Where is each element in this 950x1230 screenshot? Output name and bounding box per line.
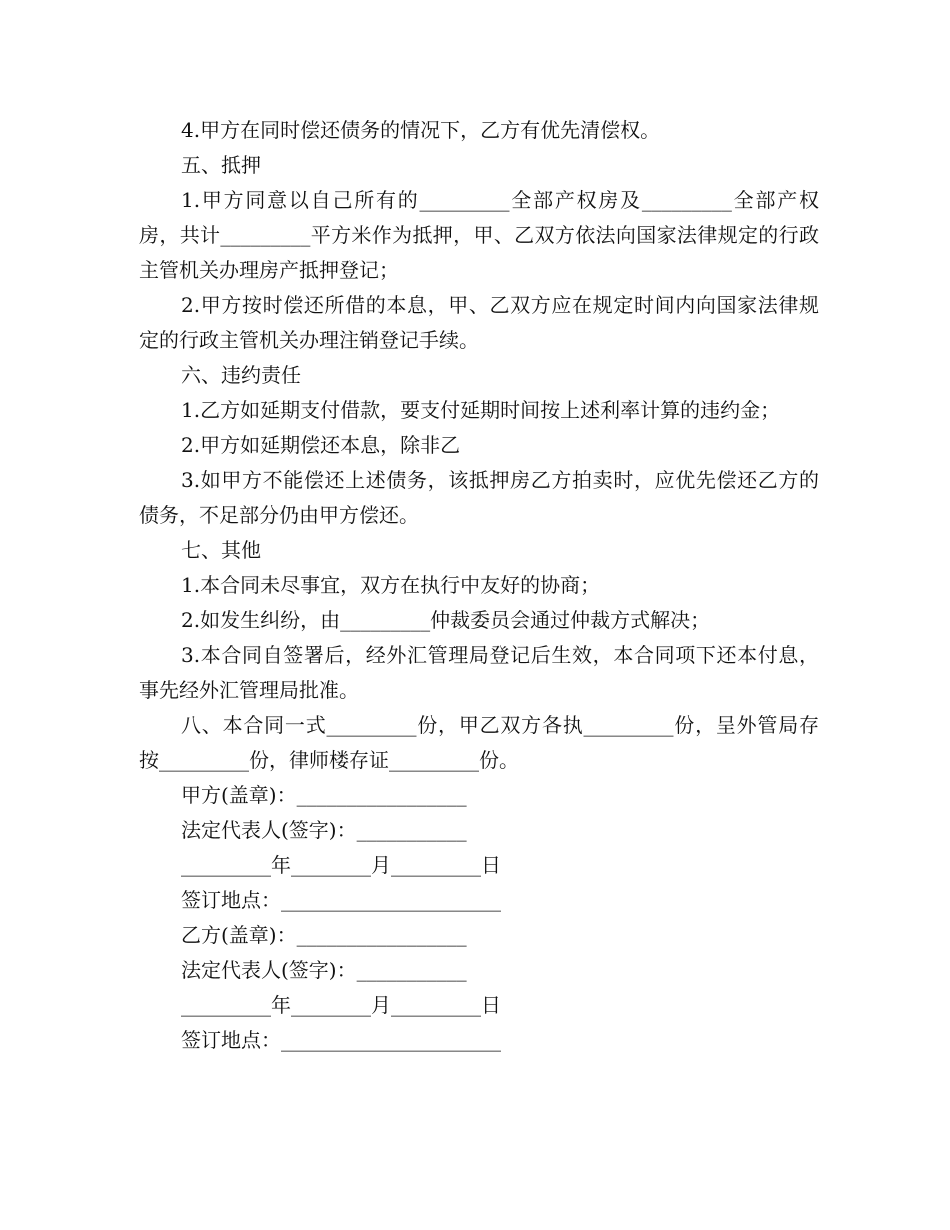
clause-5-2-cancellation: 2.甲方按时偿还所借的本息，甲、乙双方应在规定时间内向国家法律规定的行政主管机关办理注销登记手续。 — [139, 293, 819, 352]
section-5-heading: 五、抵押 — [181, 153, 261, 177]
clause-7-3-effectiveness: 3.本合同自签署后，经外汇管理局登记后生效，本合同项下还本付息，事先经外汇管理局批准。 — [139, 643, 819, 702]
signature-block-party-a — [139, 778, 819, 918]
clause-7-2-arbitration: 2.如发生纠纷，由_________仲裁委员会通过仲裁方式解决； — [181, 608, 711, 632]
clause-6-3-auction: 3.如甲方不能偿还上述债务，该抵押房乙方拍卖时，应优先偿还乙方的债务，不足部分仍由甲方偿还。 — [139, 468, 819, 527]
party-b-date-line: _________年________月_________日 — [181, 993, 501, 1017]
clause-7-1-negotiation: 1.本合同未尽事宜，双方在执行中友好的协商； — [181, 573, 601, 597]
party-a-date-line: _________年________月_________日 — [181, 853, 501, 877]
section-7-heading: 七、其他 — [181, 538, 261, 562]
party-a-seal-line: 甲方(盖章)：_________________ — [181, 783, 467, 807]
party-a-place-line: 签订地点：______________________ — [181, 888, 501, 912]
party-b-place-line: 签订地点：______________________ — [181, 1028, 501, 1052]
section-8-copies: 八、本合同一式_________份，甲乙双方各执_________份，呈外管局存按_________份，律师楼存证_________份。 — [139, 713, 819, 772]
document-body — [139, 113, 819, 1058]
clause-6-1-late-payment: 1.乙方如延期支付借款，要支付延期时间按上述利率计算的违约金； — [181, 398, 781, 422]
section-6-heading: 六、违约责任 — [181, 363, 301, 387]
clause-6-2-late-repayment: 2.甲方如延期偿还本息，除非乙 — [181, 433, 461, 457]
clause-5-1-mortgage: 1.甲方同意以自己所有的_________全部产权房及_________全部产权房，共计_________平方米作为抵押，甲、乙双方依法向国家法律规定的行政主管机关办理房产抵押登记； — [139, 188, 819, 282]
party-b-representative-line: 法定代表人(签字)：___________ — [181, 958, 467, 982]
party-b-seal-line: 乙方(盖章)：_________________ — [181, 923, 467, 947]
clause-4-priority-repayment: 4.甲方在同时偿还债务的情况下，乙方有优先清偿权。 — [181, 118, 661, 142]
party-a-representative-line: 法定代表人(签字)：___________ — [181, 818, 467, 842]
signature-block-party-b — [139, 918, 819, 1058]
